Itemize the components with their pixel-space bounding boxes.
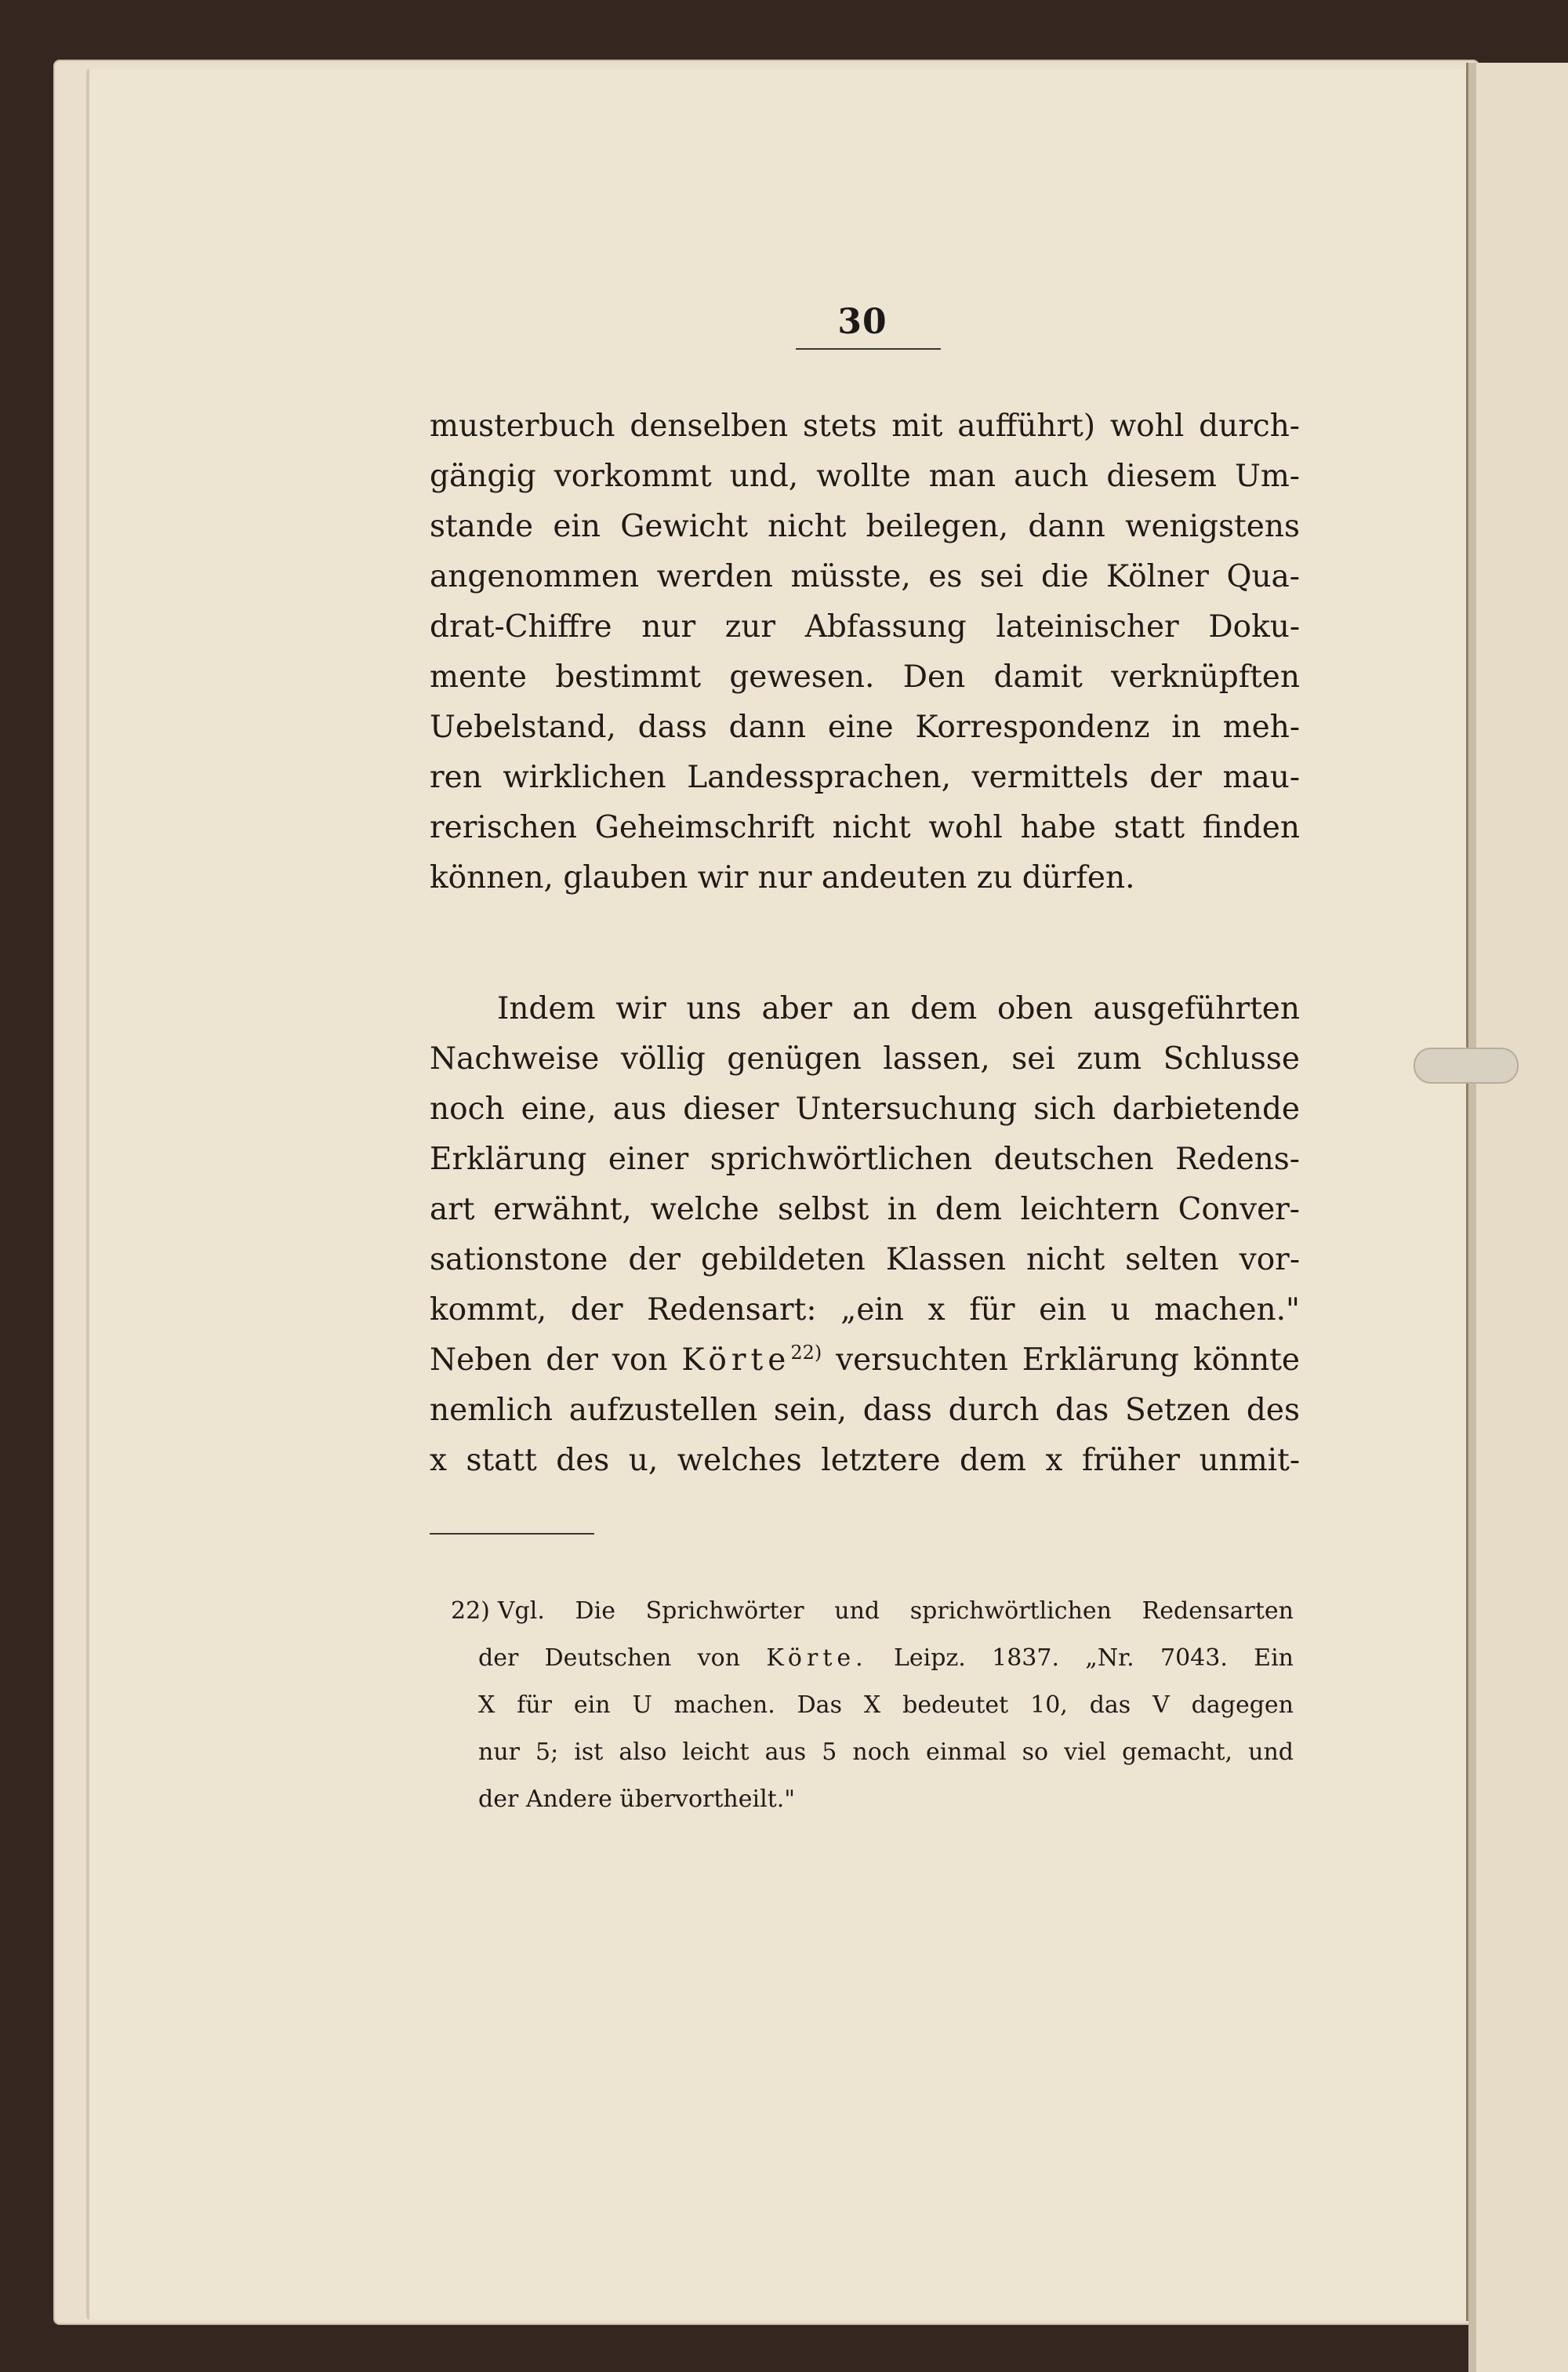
paragraph-2-line: x statt des u, welches letztere dem x früher unmit- (430, 1443, 1300, 1478)
footnote-text: der Deutschen von (478, 1644, 741, 1672)
footnote-text: Vgl. Die Sprichwörter und sprichwörtlichen Redensarten (497, 1597, 1294, 1625)
paragraph-2 (430, 984, 1300, 1486)
paragraph-2-line: sationstone der gebildeten Klassen nicht selten vor- (430, 1242, 1300, 1277)
paragraph-1-line: angenommen werden müsste, es sei die Kölner Qua- (430, 559, 1300, 594)
paragraph-1-line: ren wirklichen Landessprachen, vermittels der mau- (430, 760, 1300, 795)
line-text: Neben der von (430, 1342, 668, 1378)
footnote-text: Leipz. 1837. „Nr. 7043. Ein (894, 1644, 1294, 1672)
adjacent-page-edge (1468, 63, 1568, 2372)
paragraph-1 (430, 401, 1300, 903)
page-number-rule (796, 348, 941, 350)
paragraph-2-line-with-reference (430, 1335, 1300, 1386)
footnote-author: Körte. (766, 1644, 868, 1672)
paragraph-1-line: drat-Chiffre nur zur Abfassung lateinischer Doku- (430, 609, 1300, 645)
author-name: Körte (681, 1342, 791, 1378)
paragraph-1-line: stande ein Gewicht nicht beilegen, dann wenigstens (430, 509, 1300, 544)
line-text: versuchten Erklärung könnte (836, 1342, 1300, 1378)
footnote-marker: 22) (451, 1597, 490, 1625)
paragraph-1-line: mente bestimmt gewesen. Den damit verknüpften (430, 659, 1300, 695)
footnote-rule (430, 1533, 594, 1535)
paragraph-1-line: können, glauben wir nur andeuten zu dürfen. (430, 860, 1135, 895)
paragraph-2-line: kommt, der Redensart: „ein x für ein u machen." (430, 1292, 1300, 1328)
footnote-line (451, 1588, 1294, 1635)
paragraph-1-line: Uebelstand, dass dann eine Korrespondenz in meh- (430, 710, 1300, 745)
footnote (451, 1588, 1294, 1823)
paragraph-2-line: Nachweise völlig genügen lassen, sei zum Schlusse (430, 1041, 1300, 1077)
paragraph-2-line: art erwähnt, welche selbst in dem leichtern Conver- (430, 1192, 1300, 1227)
footnote-line: der Andere übervortheilt." (478, 1785, 796, 1813)
footnote-reference[interactable]: 22) (790, 1342, 822, 1364)
footnote-line: X für ein U machen. Das X bedeutet 10, das V dagegen (478, 1691, 1294, 1719)
footnote-line (451, 1635, 1294, 1682)
paragraph-2-line: noch eine, aus dieser Untersuchung sich darbietende (430, 1092, 1300, 1127)
footnote-line: nur 5; ist also leicht aus 5 noch einmal so viel gemacht, und (478, 1738, 1294, 1766)
paragraph-1-line: musterbuch denselben stets mit aufführt) wohl durch- (430, 409, 1300, 444)
paragraph-2-line: Erklärung einer sprichwörtlichen deutschen Redens- (430, 1142, 1300, 1177)
paragraph-1-line: rerischen Geheimschrift nicht wohl habe statt finden (430, 810, 1300, 845)
paragraph-1-line: gängig vorkommt und, wollte man auch diesem Um- (430, 459, 1300, 494)
page-number: 30 (837, 302, 887, 342)
paragraph-2-line: nemlich aufzustellen sein, dass durch das Setzen des (430, 1393, 1300, 1428)
paragraph-2-line: Indem wir uns aber an dem oben ausgeführten (497, 991, 1300, 1026)
paper-tab (1415, 1049, 1517, 1082)
